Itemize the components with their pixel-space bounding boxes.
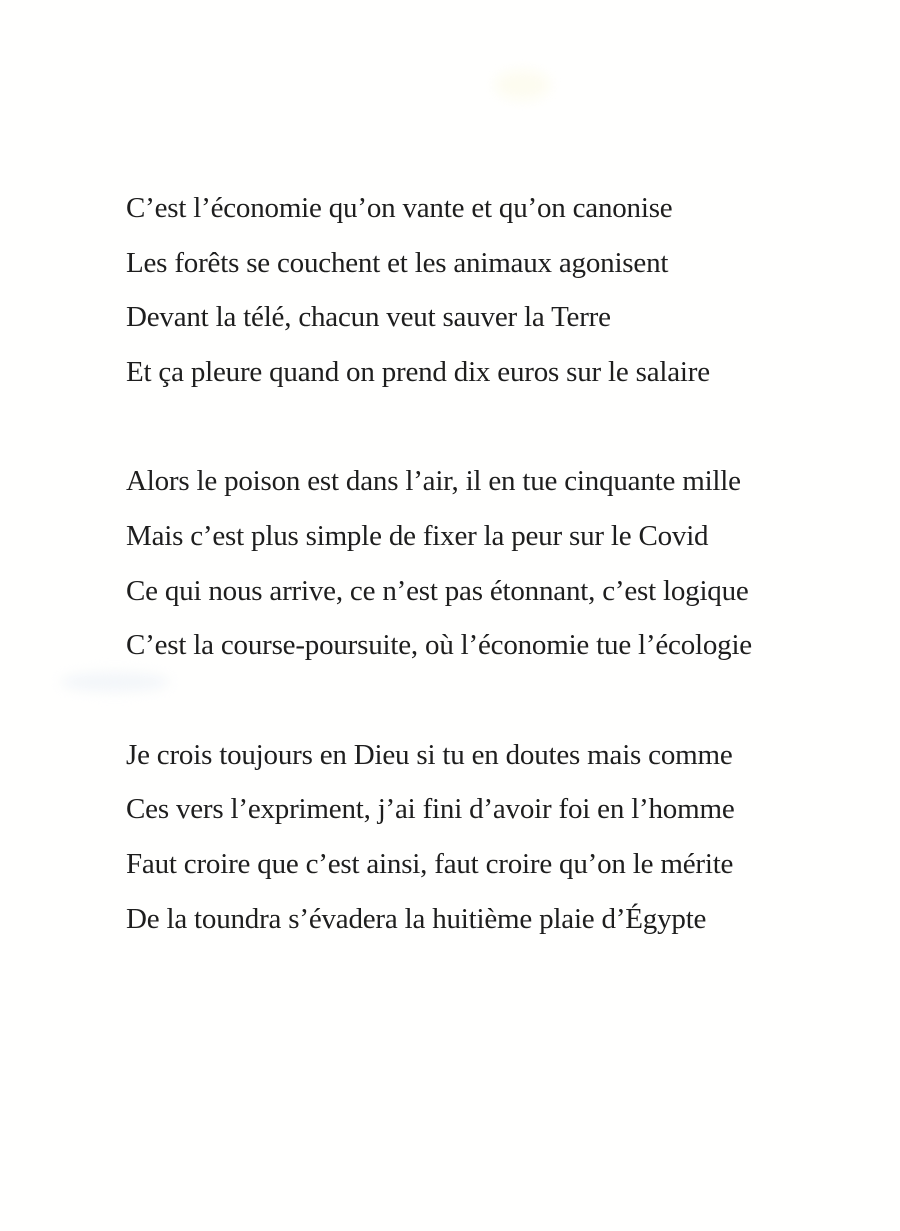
- stanza-2: [126, 454, 776, 672]
- poem-line: Alors le poison est dans l’air, il en tue cinquante mille: [126, 465, 741, 498]
- poem-line: Les forêts se couchent et les animaux agonisent: [126, 246, 669, 279]
- poem-line: C’est la course-poursuite, où l’économie tue l’écologie: [126, 629, 752, 662]
- stanza-3: [126, 728, 776, 946]
- scan-artifact: [495, 70, 550, 100]
- poem-line: Mais c’est plus simple de fixer la peur sur le Covid: [126, 519, 709, 552]
- poem-line: Faut croire que c’est ainsi, faut croire qu’on le mérite: [126, 847, 734, 880]
- poem-line: Et ça pleure quand on prend dix euros sur le salaire: [126, 355, 710, 388]
- poem-line: De la toundra s’évadera la huitième plaie d’Égypte: [126, 902, 707, 935]
- poem-line: Devant la télé, chacun veut sauver la Terre: [126, 301, 611, 334]
- poem-line: Je crois toujours en Dieu si tu en doutes mais comme: [126, 738, 733, 771]
- poem-line: Ces vers l’expriment, j’ai fini d’avoir foi en l’homme: [126, 793, 735, 826]
- poem-line: C’est l’économie qu’on vante et qu’on canonise: [126, 192, 673, 224]
- poem-text-block: [126, 181, 776, 946]
- poem-line: Ce qui nous arrive, ce n’est pas étonnant, c’est logique: [126, 574, 749, 607]
- stanza-1: [126, 181, 776, 399]
